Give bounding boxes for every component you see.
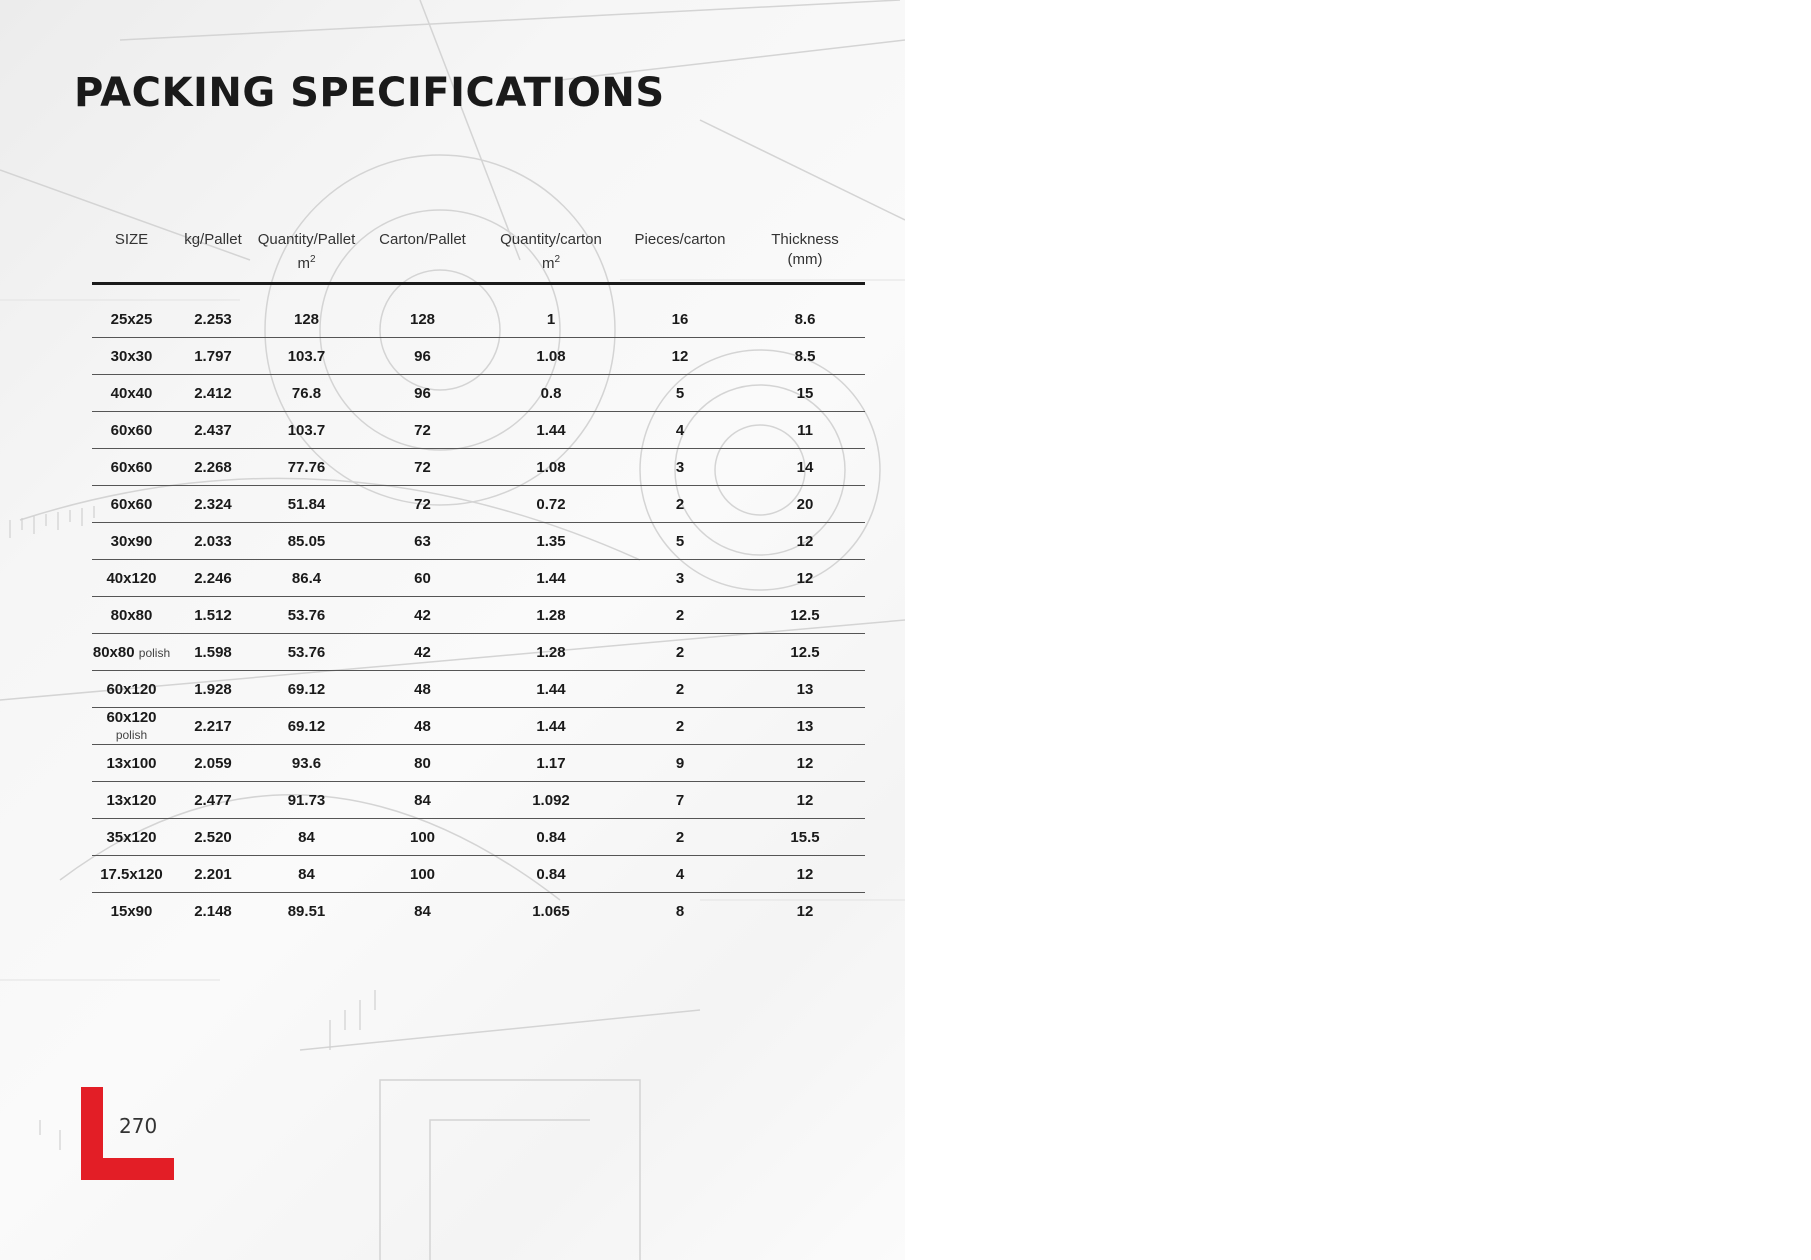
qty-carton-cell: 1.28 xyxy=(487,634,615,671)
thickness-cell: 15.5 xyxy=(745,819,865,856)
kg-pallet-cell: 2.059 xyxy=(171,745,255,782)
column-label: Thickness xyxy=(771,231,839,248)
size-cell xyxy=(92,338,171,375)
size-cell xyxy=(92,560,171,597)
size-cell xyxy=(92,449,171,486)
thickness-cell: 14 xyxy=(745,449,865,486)
table-row xyxy=(92,893,865,930)
size-cell xyxy=(92,375,171,412)
kg-pallet-cell: 2.412 xyxy=(171,375,255,412)
qty-carton-cell: 1.44 xyxy=(487,560,615,597)
pieces-carton-cell: 3 xyxy=(615,449,745,486)
qty-carton-cell: 0.8 xyxy=(487,375,615,412)
thickness-cell: 12 xyxy=(745,523,865,560)
size-cell xyxy=(92,523,171,560)
qty-pallet-cell: 93.6 xyxy=(255,745,358,782)
qty-carton-cell: 1.35 xyxy=(487,523,615,560)
qty-carton-cell: 1.17 xyxy=(487,745,615,782)
pieces-carton-cell: 7 xyxy=(615,782,745,819)
column-header xyxy=(92,228,171,284)
qty-pallet-cell: 77.76 xyxy=(255,449,358,486)
table-row xyxy=(92,449,865,486)
catalog-page xyxy=(0,0,905,1260)
qty-pallet-cell: 86.4 xyxy=(255,560,358,597)
size-value: 40x40 xyxy=(110,384,153,402)
qty-pallet-cell: 51.84 xyxy=(255,486,358,523)
table-row xyxy=(92,338,865,375)
size-cell xyxy=(92,301,171,338)
kg-pallet-cell: 2.324 xyxy=(171,486,255,523)
page-number: 270 xyxy=(119,1114,158,1138)
pieces-carton-cell: 9 xyxy=(615,745,745,782)
size-note: polish xyxy=(138,645,171,660)
qty-pallet-cell: 76.8 xyxy=(255,375,358,412)
qty-carton-cell: 1.08 xyxy=(487,449,615,486)
qty-pallet-cell: 103.7 xyxy=(255,338,358,375)
kg-pallet-cell: 2.148 xyxy=(194,902,232,920)
pieces-carton-cell: 2 xyxy=(615,634,745,671)
table-row xyxy=(92,708,865,745)
qty-carton-cell: 1.065 xyxy=(532,902,570,920)
column-label: kg/Pallet xyxy=(184,231,242,248)
size-value: 40x120 xyxy=(106,569,157,587)
kg-pallet-cell: 1.598 xyxy=(171,634,255,671)
qty-carton-cell: 0.84 xyxy=(487,856,615,893)
size-value: 30x90 xyxy=(110,532,153,550)
pieces-carton-cell: 4 xyxy=(615,856,745,893)
size-cell xyxy=(92,745,171,782)
thickness-cell: 13 xyxy=(745,708,865,745)
kg-pallet-cell: 2.246 xyxy=(171,560,255,597)
pieces-carton-cell: 5 xyxy=(615,523,745,560)
carton-pallet-cell: 128 xyxy=(358,301,487,338)
brand-mark-horizontal xyxy=(81,1158,174,1180)
kg-pallet-cell: 1.797 xyxy=(171,338,255,375)
column-header xyxy=(487,228,615,284)
header-gap xyxy=(92,284,865,302)
table-row xyxy=(92,745,865,782)
thickness-cell: 13 xyxy=(745,671,865,708)
column-header xyxy=(358,228,487,284)
size-value: 35x120 xyxy=(106,828,157,846)
qty-pallet-cell: 69.12 xyxy=(255,708,358,745)
carton-pallet-cell: 48 xyxy=(358,708,487,745)
carton-pallet-cell: 80 xyxy=(358,745,487,782)
qty-pallet-cell: 89.51 xyxy=(287,902,326,920)
table-row xyxy=(92,856,865,893)
qty-pallet-cell: 103.7 xyxy=(255,412,358,449)
size-cell xyxy=(92,486,171,523)
thickness-cell: 12 xyxy=(745,560,865,597)
kg-pallet-cell: 2.253 xyxy=(171,301,255,338)
size-value: 60x60 xyxy=(110,458,153,476)
column-unit: $m^2$ xyxy=(297,254,316,272)
column-label: SIZE xyxy=(114,231,149,248)
kg-pallet-cell: 1.512 xyxy=(171,597,255,634)
qty-carton-cell: 1.44 xyxy=(487,412,615,449)
carton-pallet-cell: 100 xyxy=(358,819,487,856)
size-value: 80x80 xyxy=(110,606,153,624)
thickness-cell: 12 xyxy=(745,745,865,782)
thickness-cell: 15 xyxy=(745,375,865,412)
size-value: 60x120 xyxy=(106,709,157,726)
table-row xyxy=(92,560,865,597)
carton-pallet-cell: 96 xyxy=(358,338,487,375)
size-cell xyxy=(92,819,171,856)
column-header xyxy=(255,228,358,284)
carton-pallet-cell: 96 xyxy=(358,375,487,412)
size-value: 13x120 xyxy=(106,791,157,809)
kg-pallet-cell: 2.520 xyxy=(171,819,255,856)
table-row xyxy=(92,486,865,523)
kg-pallet-cell: 2.201 xyxy=(171,856,255,893)
thickness-cell: 11 xyxy=(745,412,865,449)
carton-pallet-cell: 84 xyxy=(414,902,431,920)
kg-pallet-cell: 2.437 xyxy=(171,412,255,449)
pieces-carton-cell: 5 xyxy=(615,375,745,412)
size-cell xyxy=(92,597,171,634)
qty-pallet-cell: 128 xyxy=(255,301,358,338)
size-value: 60x120 xyxy=(106,680,157,698)
qty-carton-cell: 0.72 xyxy=(487,486,615,523)
pieces-carton-cell: 2 xyxy=(615,486,745,523)
size-value: 25x25 xyxy=(110,310,153,328)
packing-spec-table xyxy=(92,228,865,929)
column-header xyxy=(615,228,745,284)
size-cell xyxy=(92,671,171,708)
pieces-carton-cell: 4 xyxy=(615,412,745,449)
column-label: Pieces/carton xyxy=(634,231,726,248)
thickness-cell: 12.5 xyxy=(745,597,865,634)
pieces-carton-cell: 2 xyxy=(615,819,745,856)
table-body xyxy=(92,284,865,930)
qty-pallet-cell: 85.05 xyxy=(255,523,358,560)
size-value: 30x30 xyxy=(110,347,153,365)
carton-pallet-cell: 42 xyxy=(358,634,487,671)
thickness-cell: 12 xyxy=(745,856,865,893)
table-row xyxy=(92,782,865,819)
page-title: PACKING SPECIFICATIONS xyxy=(74,70,665,116)
table-row xyxy=(92,634,865,671)
size-value: 60x60 xyxy=(110,421,153,439)
carton-pallet-cell: 63 xyxy=(358,523,487,560)
qty-pallet-cell: 69.12 xyxy=(255,671,358,708)
size-note: polish xyxy=(115,728,148,742)
qty-carton-cell: 1.28 xyxy=(487,597,615,634)
pieces-carton-cell: 8 xyxy=(675,902,685,920)
kg-pallet-cell: 2.477 xyxy=(171,782,255,819)
column-unit: (mm) xyxy=(787,251,823,268)
header-row xyxy=(92,228,865,284)
thickness-cell: 12 xyxy=(745,782,865,819)
qty-pallet-cell: 84 xyxy=(255,819,358,856)
size-cell xyxy=(92,634,171,671)
size-value: 13x100 xyxy=(106,754,157,772)
pieces-carton-cell: 3 xyxy=(615,560,745,597)
pieces-carton-cell: 2 xyxy=(615,708,745,745)
qty-pallet-cell: 53.76 xyxy=(255,634,358,671)
pieces-carton-cell: 12 xyxy=(615,338,745,375)
column-header xyxy=(745,228,865,284)
column-label: Quantity/carton xyxy=(500,231,602,248)
kg-pallet-cell: 2.033 xyxy=(171,523,255,560)
carton-pallet-cell: 72 xyxy=(358,412,487,449)
size-cell xyxy=(92,856,171,893)
table-row xyxy=(92,597,865,634)
kg-pallet-cell: 2.217 xyxy=(171,708,255,745)
carton-pallet-cell: 48 xyxy=(358,671,487,708)
pieces-carton-cell: 2 xyxy=(615,597,745,634)
table-row xyxy=(92,523,865,560)
column-header xyxy=(171,228,255,284)
qty-carton-cell: 0.84 xyxy=(487,819,615,856)
size-value: 60x60 xyxy=(110,495,153,513)
size-value: 17.5x120 xyxy=(100,865,163,883)
carton-pallet-cell: 42 xyxy=(358,597,487,634)
qty-carton-cell: 1.44 xyxy=(487,671,615,708)
table-row xyxy=(92,671,865,708)
size-cell xyxy=(92,708,171,745)
thickness-cell: 12 xyxy=(796,902,814,920)
qty-carton-cell: 1.44 xyxy=(487,708,615,745)
size-cell xyxy=(92,782,171,819)
carton-pallet-cell: 84 xyxy=(358,782,487,819)
table-row xyxy=(92,819,865,856)
column-unit: $m^2$ xyxy=(541,254,561,272)
table-row xyxy=(92,375,865,412)
size-cell xyxy=(92,412,171,449)
qty-pallet-cell: 53.76 xyxy=(255,597,358,634)
qty-pallet-cell: 84 xyxy=(255,856,358,893)
pieces-carton-cell: 2 xyxy=(615,671,745,708)
carton-pallet-cell: 72 xyxy=(358,486,487,523)
size-value: 15x90 xyxy=(110,902,153,920)
carton-pallet-cell: 72 xyxy=(358,449,487,486)
qty-carton-cell: 1.092 xyxy=(487,782,615,819)
qty-carton-cell: 1 xyxy=(487,301,615,338)
column-label: Quantity/Pallet xyxy=(257,231,356,248)
thickness-cell: 8.6 xyxy=(745,301,865,338)
carton-pallet-cell: 100 xyxy=(358,856,487,893)
thickness-cell: 8.5 xyxy=(745,338,865,375)
qty-pallet-cell: 91.73 xyxy=(255,782,358,819)
column-label: Carton/Pallet xyxy=(379,231,466,248)
thickness-cell: 20 xyxy=(745,486,865,523)
carton-pallet-cell: 60 xyxy=(358,560,487,597)
thickness-cell: 12.5 xyxy=(745,634,865,671)
table-row xyxy=(92,301,865,338)
kg-pallet-cell: 2.268 xyxy=(171,449,255,486)
kg-pallet-cell: 1.928 xyxy=(171,671,255,708)
size-value: 80x80 xyxy=(92,643,135,661)
table-row xyxy=(92,412,865,449)
size-cell xyxy=(92,893,171,930)
qty-carton-cell: 1.08 xyxy=(487,338,615,375)
pieces-carton-cell: 16 xyxy=(615,301,745,338)
